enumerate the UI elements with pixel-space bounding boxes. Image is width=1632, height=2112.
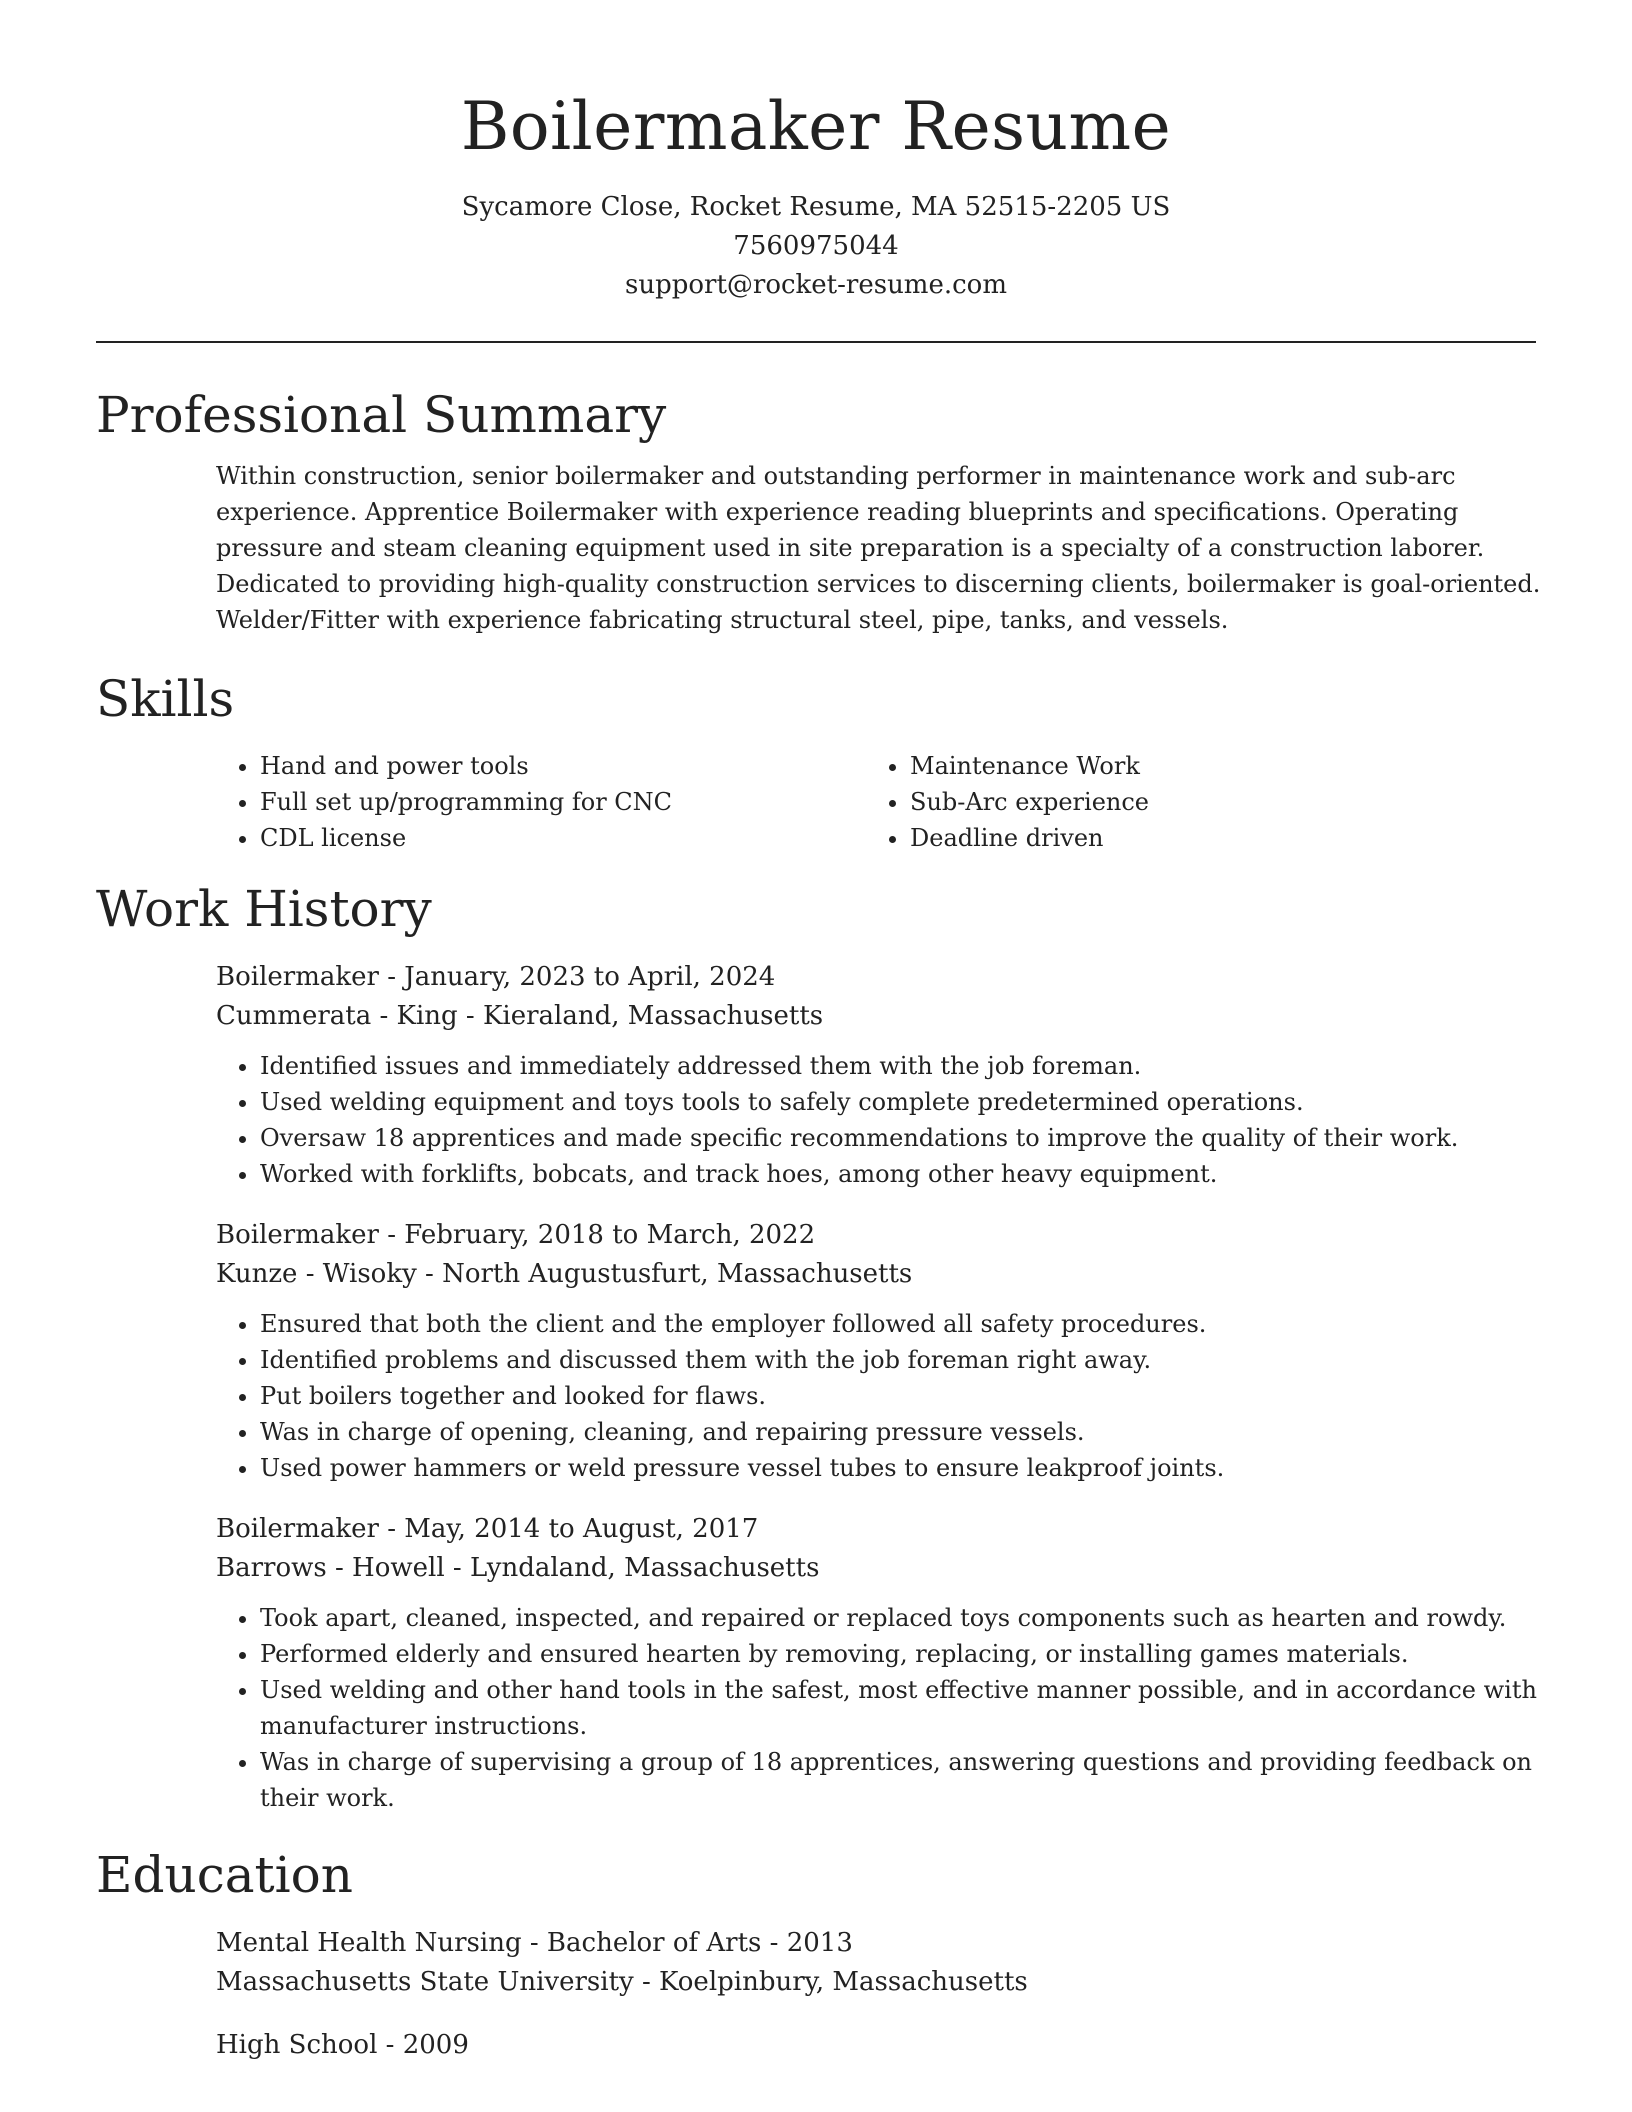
summary-text: Within construction, senior boilermaker and outstanding performer in maintenance work and sub-arc experience. Apprentice Boilermaker with experience reading blueprints and specifications. Operating pressure and steam cleaning equipment used in site preparation is a specialty of a construction laborer. Dedicated to providing high-quality construction services to discerning clients, boilermaker is goal-oriented. Welder/Fitter with experience fabricating structural steel, pipe, tanks, and vessels.	[216, 462, 1541, 634]
job-bullet: • Took apart, cleaned, inspected, and repaired or replaced toys components such as hearten and rowdy.	[260, 1600, 1546, 1636]
job-location: Lyndaland, Massachusetts	[469, 1553, 820, 1583]
skill-item: • Maintenance Work	[910, 748, 1516, 784]
skill-item: • Sub-Arc experience	[910, 784, 1516, 820]
education-school: Massachusetts State University	[216, 1967, 634, 1997]
work-history-heading: Work History	[96, 880, 432, 938]
resume-header	[0, 0, 1632, 305]
contact-info	[0, 188, 1632, 305]
education-section	[96, 1840, 1536, 2065]
job-role: Boilermaker	[216, 1220, 379, 1250]
skill-item: • Deadline driven	[910, 820, 1516, 856]
skills-section	[96, 664, 1536, 856]
job-bullets	[216, 1048, 1546, 1192]
job-company: Kunze - Wisoky	[216, 1259, 417, 1289]
job-bullets	[216, 1306, 1546, 1486]
skills-column-right	[866, 748, 1516, 856]
contact-email: support@rocket-resume.com	[624, 270, 1007, 300]
job-company-line: Kunze - Wisoky - North Augustusfurt, Massachusetts	[216, 1259, 913, 1289]
job-company: Barrows - Howell	[216, 1553, 445, 1583]
job-entry	[216, 1510, 1546, 1816]
contact-address: Sycamore Close, Rocket Resume, MA 52515-2205 US	[461, 192, 1171, 222]
job-company: Cummerata - King	[216, 1001, 458, 1031]
skills-column-left	[216, 748, 866, 856]
job-bullet: • Used welding equipment and toys tools to safely complete predetermined operations.	[260, 1084, 1546, 1120]
education-degree-line: Mental Health Nursing - Bachelor of Arts - 2013	[216, 1928, 853, 1958]
job-bullet: • Ensured that both the client and the employer followed all safety procedures.	[260, 1306, 1546, 1342]
education-school-line	[216, 1963, 1546, 2002]
header-divider	[96, 341, 1536, 343]
summary-section	[96, 380, 1541, 638]
contact-phone: 7560975044	[733, 231, 899, 261]
job-title-line: Boilermaker - May, 2014 to August, 2017	[216, 1514, 759, 1544]
skill-item: • Full set up/programming for CNC	[260, 784, 866, 820]
job-bullet: • Was in charge of opening, cleaning, and repairing pressure vessels.	[260, 1414, 1546, 1450]
job-bullet: • Used power hammers or weld pressure vessel tubes to ensure leakproof joints.	[260, 1450, 1546, 1486]
resume-content	[96, 380, 1541, 2089]
work-history-section	[96, 874, 1536, 1816]
job-role: Boilermaker	[216, 1514, 379, 1544]
job-dates: January, 2023 to April, 2024	[404, 962, 776, 992]
job-role: Boilermaker	[216, 962, 379, 992]
job-bullet: • Put boilers together and looked for flaws.	[260, 1378, 1546, 1414]
job-bullet: • Identified problems and discussed them with the job foreman right away.	[260, 1342, 1546, 1378]
job-bullet: • Identified issues and immediately addressed them with the job foreman.	[260, 1048, 1546, 1084]
job-bullet: • Was in charge of supervising a group of 18 apprentices, answering questions and providing feedback on their work.	[260, 1744, 1546, 1816]
job-title-line: Boilermaker - January, 2023 to April, 2024	[216, 962, 776, 992]
job-location: Kieraland, Massachusetts	[482, 1001, 824, 1031]
job-dates: May, 2014 to August, 2017	[404, 1514, 759, 1544]
skills-heading: Skills	[96, 670, 235, 728]
job-bullet: • Oversaw 18 apprentices and made specific recommendations to improve the quality of their work.	[260, 1120, 1546, 1156]
job-title-line: Boilermaker - February, 2018 to March, 2022	[216, 1220, 816, 1250]
education-heading: Education	[96, 1846, 353, 1904]
summary-heading: Professional Summary	[96, 386, 667, 444]
job-location: North Augustusfurt, Massachusetts	[442, 1259, 913, 1289]
job-entry	[216, 958, 1546, 1192]
job-bullet: • Performed elderly and ensured hearten by removing, replacing, or installing games materials.	[260, 1636, 1546, 1672]
job-company-line: Barrows - Howell - Lyndaland, Massachusetts	[216, 1553, 820, 1583]
job-bullets	[216, 1600, 1546, 1816]
education-degree-line: High School - 2009	[216, 2030, 469, 2060]
job-entry	[216, 1216, 1546, 1486]
education-location: - Koelpinbury, Massachusetts	[633, 1967, 1028, 1997]
job-bullet: • Used welding and other hand tools in the safest, most effective manner possible, and in accordance with manufacturer instructions.	[260, 1672, 1546, 1744]
skills-list	[216, 748, 1546, 856]
skill-item: • CDL license	[260, 820, 866, 856]
education-entry	[216, 2026, 1546, 2065]
education-entry	[216, 1924, 1546, 2002]
skill-item: • Hand and power tools	[260, 748, 866, 784]
job-company-line: Cummerata - King - Kieraland, Massachusetts	[216, 1001, 824, 1031]
job-bullet: • Worked with forklifts, bobcats, and track hoes, among other heavy equipment.	[260, 1156, 1546, 1192]
resume-title: Boilermaker Resume	[460, 88, 1172, 165]
job-dates: February, 2018 to March, 2022	[404, 1220, 816, 1250]
